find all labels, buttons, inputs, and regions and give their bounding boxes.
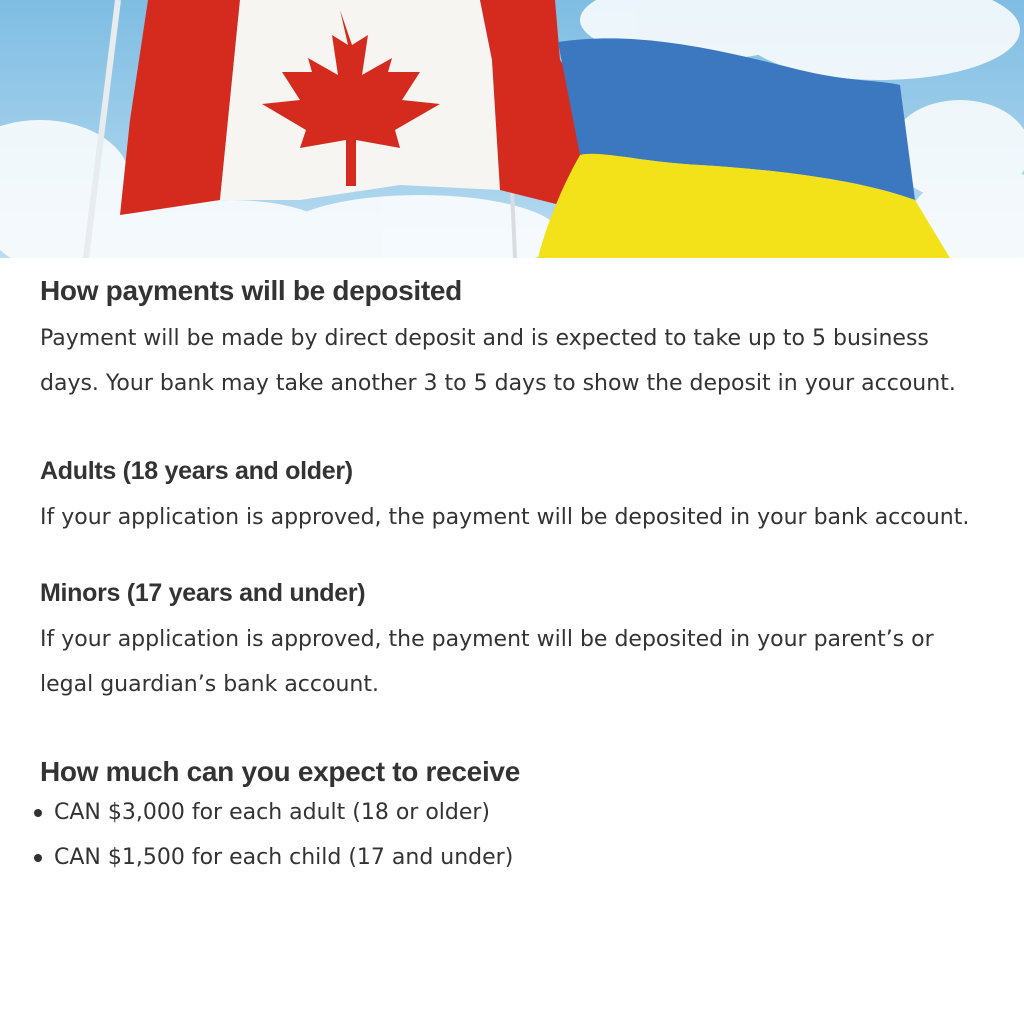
list-item (0, 835, 990, 880)
list-item-text: CAN $1,500 for each child (17 and under) (54, 845, 514, 870)
hero-image (0, 0, 1024, 258)
section-deposit (40, 274, 990, 406)
list-item (0, 790, 990, 835)
flags-illustration (0, 0, 1024, 258)
section-minors (40, 577, 990, 707)
section-heading: How payments will be deposited (40, 275, 462, 306)
section-amounts (40, 755, 990, 880)
section-body: If your application is approved, the payment will be deposited in your bank account. (40, 505, 970, 530)
amount-list (40, 790, 990, 880)
section-heading: Minors (17 years and under) (40, 579, 366, 607)
article-content (40, 258, 990, 880)
section-heading: How much can you expect to receive (40, 756, 520, 787)
bullet-icon (34, 809, 42, 817)
section-heading: Adults (18 years and older) (40, 457, 353, 485)
bullet-icon (34, 854, 42, 862)
section-body: If your application is approved, the payment will be deposited in your parent’s or legal guardian’s bank account. (40, 627, 934, 697)
section-adults (40, 455, 990, 540)
list-item-text: CAN $3,000 for each adult (18 or older) (54, 800, 491, 825)
section-body: Payment will be made by direct deposit and is expected to take up to 5 business days. Your bank may take another 3 to 5 days to show the deposit in your account. (40, 326, 956, 396)
